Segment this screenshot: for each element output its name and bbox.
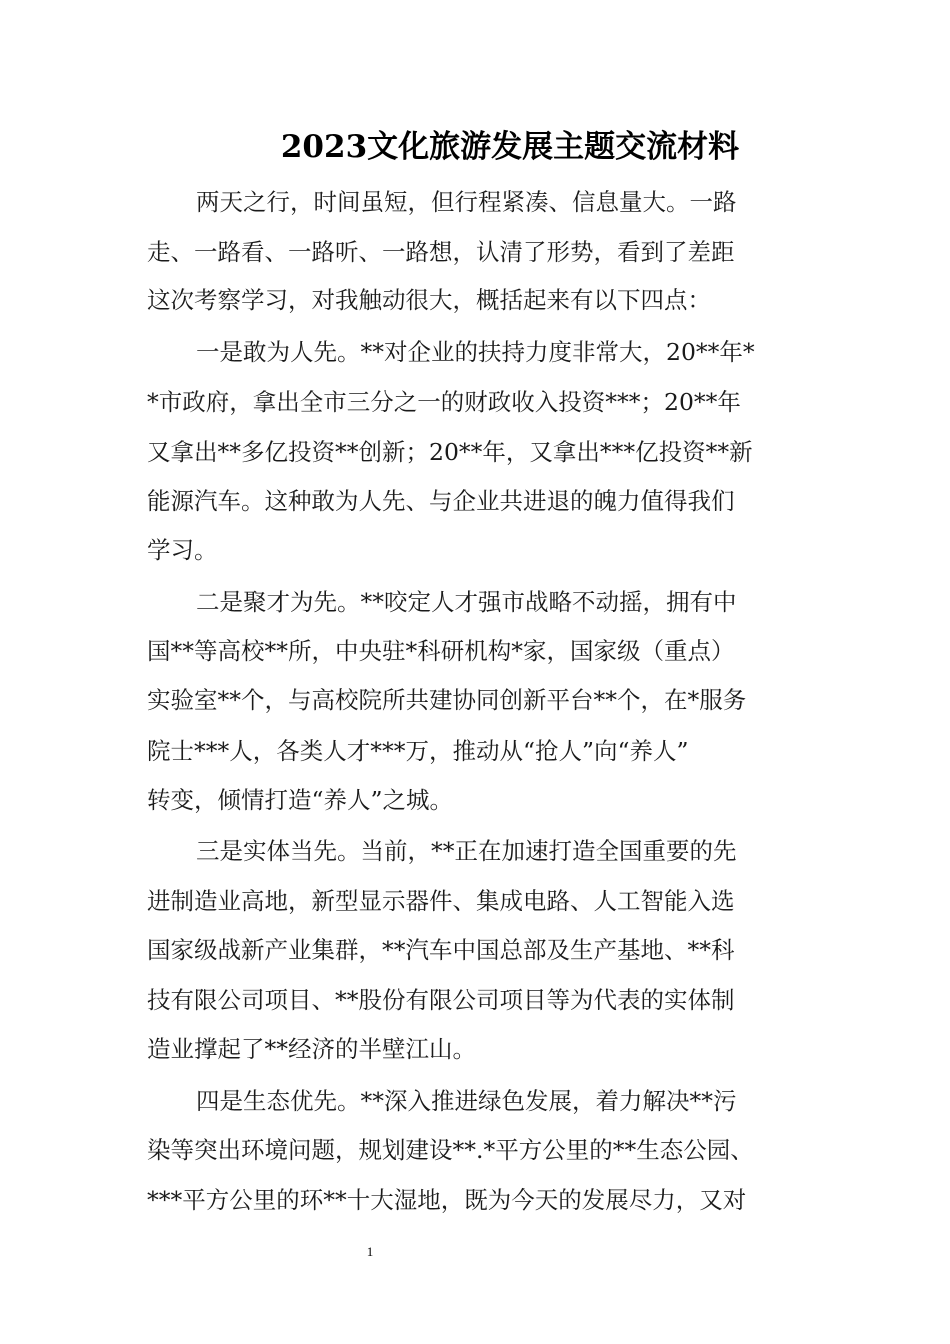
- document-title: 2023文化旅游发展主题交流材料: [280, 129, 740, 165]
- paragraph-line: 国**等高校**所，中央驻*科研机构*家，国家级（重点）: [147, 637, 735, 665]
- paragraph-line: *市政府，拿出全市三分之一的财政收入投资***；20**年: [147, 388, 741, 416]
- paragraph-line: 染等突出环境问题，规划建设**.*平方公里的**生态公园、: [147, 1136, 754, 1164]
- paragraph-line: 实验室**个，与高校院所共建协同创新平台**个，在*服务: [147, 686, 747, 714]
- paragraph-line: 技有限公司项目、**股份有限公司项目等为代表的实体制: [147, 986, 735, 1014]
- paragraph-line: ***平方公里的环**十大湿地，既为今天的发展尽力，又对: [147, 1186, 747, 1214]
- paragraph-line: 走、一路看、一路听、一路想，认清了形势，看到了差距: [147, 238, 735, 266]
- paragraph-line: 二是聚才为先。**咬定人才强市战略不动摇，拥有中: [196, 588, 737, 616]
- paragraph-line: 院士***人，各类人才***万，推动从“抢人”向“养人”: [147, 737, 689, 765]
- paragraph-line: 进制造业高地，新型显示器件、集成电路、人工智能入选: [147, 887, 735, 915]
- paragraph-line: 四是生态优先。**深入推进绿色发展，着力解决**污: [196, 1087, 737, 1115]
- page-number: 1: [366, 1244, 374, 1259]
- paragraph-line: 又拿出**多亿投资**创新；20**年，又拿出***亿投资**新: [147, 438, 753, 466]
- paragraph-line: 造业撑起了**经济的半壁江山。: [147, 1035, 476, 1063]
- paragraph-line: 国家级战新产业集群，**汽车中国总部及生产基地、**科: [147, 936, 735, 964]
- paragraph-line: 学习。: [147, 536, 218, 564]
- paragraph-line: 一是敢为人先。**对企业的扶持力度非常大，20**年*: [196, 338, 755, 366]
- paragraph-line: 能源汽车。这种敢为人先、与企业共进退的魄力值得我们: [147, 487, 735, 515]
- paragraph-line: 两天之行，时间虽短，但行程紧凑、信息量大。一路: [196, 188, 737, 216]
- paragraph-line: 转变，倾情打造“养人”之城。: [147, 786, 454, 814]
- paragraph-line: 三是实体当先。当前，**正在加速打造全国重要的先: [196, 837, 737, 865]
- paragraph-line: 这次考察学习，对我触动很大，概括起来有以下四点：: [147, 286, 711, 314]
